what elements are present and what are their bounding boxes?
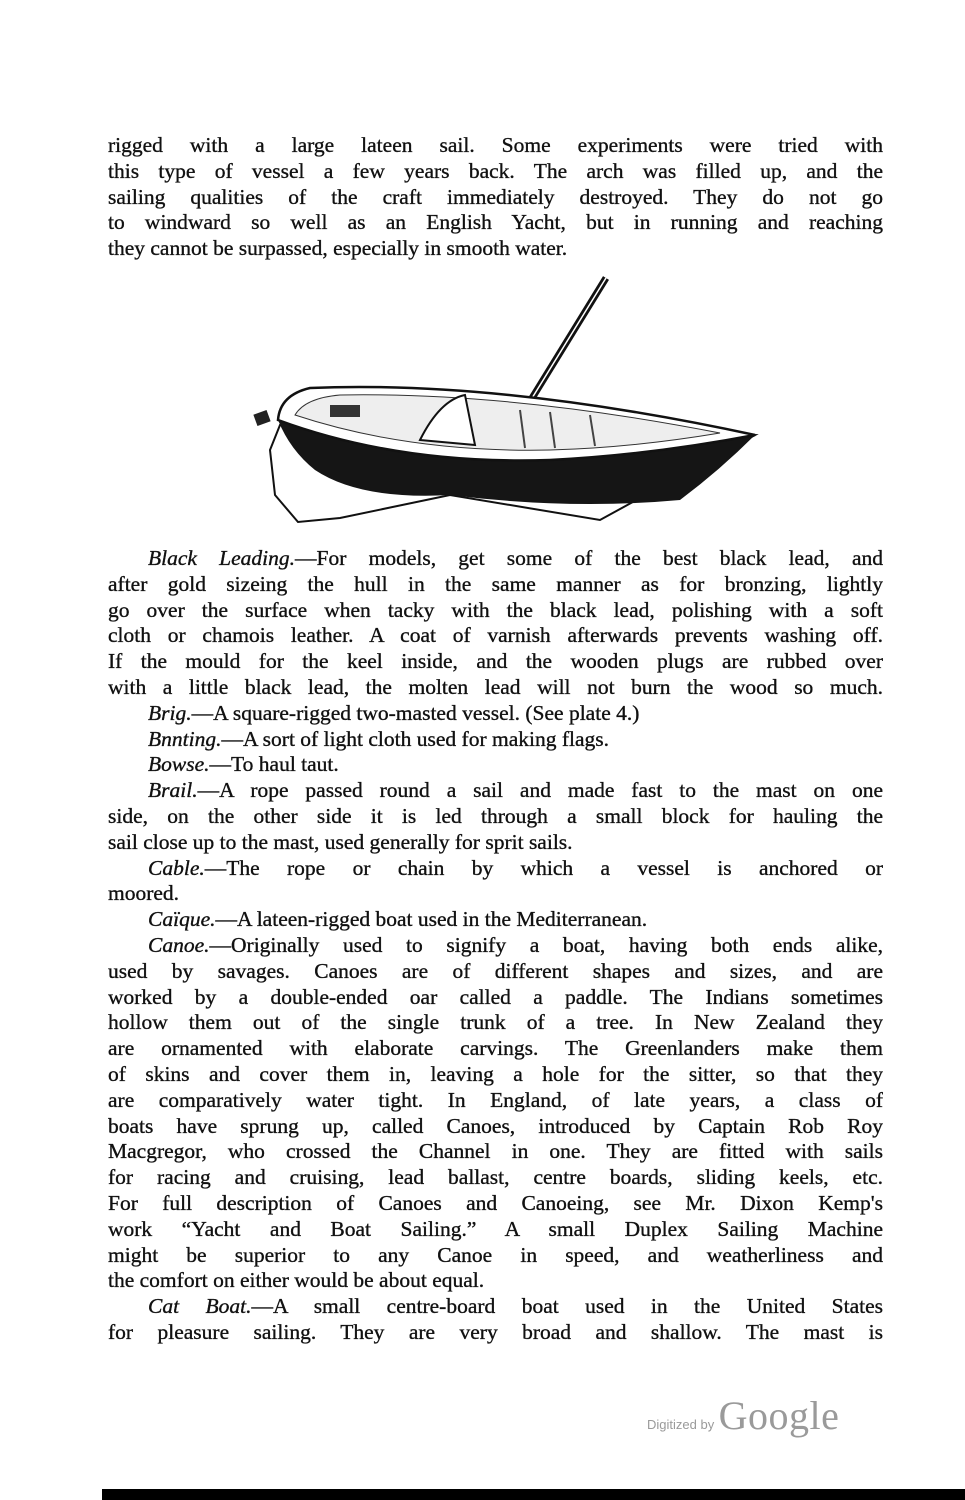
glossary-entries (108, 546, 883, 1346)
definition-text: —A lateen-rigged boat used in the Mediterranean. (215, 907, 648, 932)
text-line (108, 959, 883, 985)
glossary-entry-first-line (108, 778, 883, 804)
definition-text: hollow them out of the single trunk of a tree. In New Zealand they (108, 1010, 883, 1035)
definition-text: If the mould for the keel inside, and the wooden plugs are rubbed over (108, 649, 883, 674)
text-line (108, 1217, 883, 1243)
definition-text: with a little black lead, the molten lead will not burn the wood so much. (108, 674, 883, 699)
text-line (108, 1268, 883, 1294)
glossary-entry-first-line (108, 1294, 883, 1320)
glossary-term: Cable. (148, 855, 205, 880)
glossary-term: Brig. (148, 700, 192, 725)
text-line: they cannot be surpassed, especially in smooth water. (108, 236, 568, 261)
text-line (108, 881, 883, 907)
glossary-term: Black Leading. (148, 546, 296, 570)
definition-text: of skins and cover them in, leaving a hole for the sitter, so that they (108, 1061, 883, 1086)
glossary-entry-first-line (108, 546, 883, 572)
definition-text: after gold sizeing the hull in the same manner as for bronzing, lightly (108, 571, 883, 596)
glossary-term: Cat Boat. (148, 1294, 252, 1319)
google-logo-text: Google (718, 1393, 840, 1438)
text-line (108, 598, 883, 624)
text-line (108, 830, 883, 856)
glossary-entry-first-line (108, 907, 883, 933)
glossary-term: Bnnting. (148, 726, 222, 751)
text-line (108, 1320, 883, 1346)
text-line (108, 1243, 883, 1269)
text-line (108, 649, 883, 675)
text-line (108, 1191, 883, 1217)
scan-edge-bar (102, 1489, 965, 1500)
digitized-by-google-watermark (647, 1392, 839, 1439)
text-line (108, 985, 883, 1011)
definition-text: —For models, get some of the best black lead, and (295, 546, 883, 570)
text-line (108, 1088, 883, 1114)
text-line: to windward so well as an English Yacht, but in running and reaching (108, 210, 883, 235)
definition-text: —A rope passed round a sail and made fast to the mast on one (197, 778, 883, 803)
glossary-entry-first-line (108, 701, 883, 727)
definition-text: are comparatively water tight. In England, of late years, a class of (108, 1087, 883, 1112)
text-line: sailing qualities of the craft immediately destroyed. They do not go (108, 184, 883, 209)
glossary-term: Bowse. (148, 752, 210, 777)
text-line (108, 1114, 883, 1140)
text-line: this type of vessel a few years back. The arch was filled up, and the (108, 158, 883, 183)
definition-text: used by savages. Canoes are of different shapes and sizes, and are (108, 958, 883, 983)
definition-text: —A small centre-board boat used in the United States (251, 1294, 883, 1319)
definition-text: worked by a double-ended oar called a paddle. The Indians sometimes (108, 984, 883, 1009)
glossary-term: Brail. (148, 778, 198, 803)
glossary-entry-first-line (108, 727, 883, 753)
text-line: rigged with a large lateen sail. Some experiments were tried with (108, 133, 883, 157)
text-line (108, 572, 883, 598)
text-line (108, 623, 883, 649)
definition-text: work “Yacht and Boat Sailing.” A small Duplex Sailing Machine (108, 1216, 883, 1241)
definition-text: are ornamented with elaborate carvings. The Greenlanders make them (108, 1036, 883, 1061)
boat-illustration (250, 270, 770, 540)
definition-text: —The rope or chain by which a vessel is anchored or (204, 855, 883, 880)
definition-text: For full description of Canoes and Canoeing, see Mr. Dixon Kemp's (108, 1190, 883, 1215)
digitized-by-label: Digitized by (647, 1417, 715, 1432)
text-line (108, 675, 883, 701)
text-line (108, 1165, 883, 1191)
definition-text: —A square-rigged two-masted vessel. (See plate 4.) (191, 700, 640, 725)
glossary-term: Caïque. (148, 907, 216, 932)
definition-text: —Originally used to signify a boat, having both ends alike, (209, 932, 883, 957)
glossary-entry-first-line (108, 856, 883, 882)
definition-text: for pleasure sailing. They are very broad and shallow. The mast is (108, 1319, 883, 1344)
definition-text: cloth or chamois leather. A coat of varnish afterwards prevents washing off. (108, 623, 883, 648)
definition-text: boats have sprung up, called Canoes, introduced by Captain Rob Roy (108, 1113, 883, 1138)
glossary-term: Canoe. (148, 932, 210, 957)
glossary-entry-first-line (108, 752, 883, 778)
definition-text: Macgregor, who crossed the Channel in one. They are fitted with sails (108, 1139, 883, 1164)
text-line (108, 1139, 883, 1165)
text-line (108, 1062, 883, 1088)
definition-text: the comfort on either would be about equal. (108, 1268, 485, 1293)
definition-text: side, on the other side it is led through a small block for hauling the (108, 803, 883, 828)
definition-text: moored. (108, 881, 180, 906)
text-line (108, 1036, 883, 1062)
definition-text: might be superior to any Canoe in speed, and weatherliness and (108, 1242, 883, 1267)
definition-text: —To haul taut. (209, 752, 339, 777)
text-line (108, 1010, 883, 1036)
definition-text: sail close up to the mast, used generally for sprit sails. (108, 829, 573, 854)
definition-text: for racing and cruising, lead ballast, centre boards, sliding keels, etc. (108, 1165, 883, 1190)
text-line (108, 804, 883, 830)
definition-text: go over the surface when tacky with the black lead, polishing with a soft (108, 597, 883, 622)
glossary-entry-first-line (108, 933, 883, 959)
definition-text: —A sort of light cloth used for making flags. (221, 726, 610, 751)
intro-paragraph (108, 133, 883, 262)
